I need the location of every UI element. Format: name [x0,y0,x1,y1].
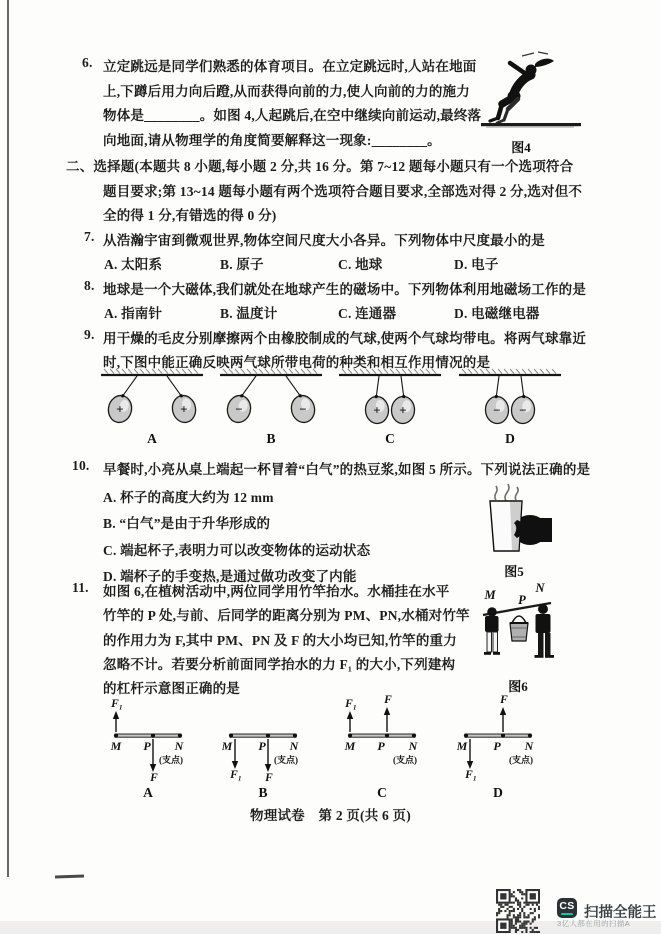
q10-option-d: D. 端杯子的手变热,是通过做功改变了内能 [103,569,357,584]
figure-6 [459,583,589,695]
camscanner-subtitle: 3亿人都在用的扫描A [557,919,631,928]
q7-option-a: A. 太阳系 [104,257,163,272]
svg-text:P: P [493,739,501,753]
q11-option-figure-d [457,694,539,801]
section-2-header [66,155,573,175]
svg-text:+: + [116,401,124,417]
q11-option-figure-a [107,694,189,801]
svg-text:(支点): (支点) [393,755,417,765]
q8-option-c: C. 连通器 [338,306,397,321]
q11-line-2: 竹竿的 P 处,与前、后同学的距离分别为 PM、PN,水桶对竹竿 [103,608,470,624]
svg-text:F: F [265,772,273,782]
svg-text:N: N [174,739,184,753]
svg-text:P: P [258,739,266,753]
q9-figure-label-a: A [147,431,157,446]
section-2-line2: 题目要求;第 13~14 题每小题有两个选项符合题目要求,全部选对得 2 分,选对但不 [103,183,583,199]
svg-text:M: M [344,739,356,753]
scan-mark [55,874,84,878]
q11-number: 11. [72,580,89,595]
svg-text:N: N [408,739,418,753]
svg-text:F: F [384,694,392,706]
section-2-line1: 本题共 8 小题,每小题 2 分,共 16 分。第 7~12 题每小题只有一个选项符合 [139,159,574,174]
svg-text:M: M [222,739,233,753]
q8-number: 8. [84,277,95,293]
figure-4-caption: 图4 [511,140,531,155]
svg-text:N: N [524,739,534,753]
q7-option-d: D. 电子 [454,257,499,272]
figure-5 [484,482,554,580]
q9-option-figure-d [451,368,569,447]
q6-line-3: 物体是________。如图 4,人起跳后,在空中继续向前运动,最终落 [103,108,482,124]
figure-4 [478,48,588,156]
svg-text:F₁: F₁ [345,698,357,710]
figure-6-label-m: M [484,588,496,602]
q9-figure-label-b: B [266,431,276,446]
q11-line-1: 如图 6,在植树活动中,两位同学用竹竿抬水。水桶挂在水平 [103,584,450,599]
q10-stem: 早餐时,小亮从桌上端起一杯冒着“白气”的热豆浆,如图 5 所示。下列说法正确的是 [103,462,591,477]
svg-text:P: P [377,739,385,753]
page-footer: 物理试卷 第 2 页(共 6 页) [250,808,411,823]
figure-5-caption: 图5 [504,564,524,579]
q8-option-a: A. 指南针 [104,306,163,321]
q7-number: 7. [84,228,95,244]
q9-number: 9. [84,326,95,342]
q11-line-4: 忽略不计。若要分析前面同学抬水的力 F₁ 的大小,下列建构 [103,656,456,672]
svg-text:+: + [373,402,381,418]
q10-option-b: B. “白气”是由于升华形成的 [103,516,271,531]
q11-figure-label-d: D [493,785,503,800]
q10-number: 10. [72,458,90,473]
q6-line-2: 上,下蹲后用力向后蹬,从而获得向前的力,使人向前的力的施力 [103,83,470,99]
q11-line-3: 的作用力为 F,其中 PM、PN 及 F 的大小均已知,竹竿的重力 [103,632,457,648]
svg-text:F₁: F₁ [465,769,477,781]
figure-6-caption: 图6 [508,679,528,694]
section-2-title: 二、选择题( [66,159,140,174]
q7-option-c: C. 地球 [338,257,383,272]
q11-option-figure-b [222,694,304,801]
q9-figure-label-c: C [385,431,395,446]
q9-option-figure-b [212,368,330,447]
section-2-line3: 全的得 1 分,有错选的得 0 分) [103,208,277,223]
q8-option-b: B. 温度计 [220,306,278,321]
camscanner-logo-text: CS [559,900,575,912]
svg-text:F: F [150,772,158,782]
svg-text:M: M [457,739,468,753]
q9-option-figure-c [331,368,449,447]
q6-number: 6. [82,55,93,70]
svg-text:N: N [289,739,299,753]
q11-figure-label-b: B [258,785,268,800]
figure-4-image [478,48,588,132]
svg-text:−: − [299,401,307,417]
q9-figure-label-d: D [505,431,515,446]
q8-stem: 地球是一个大磁体,我们就处在地球产生的磁场中。下列物体利用地磁场工作的是 [103,281,587,297]
q6-line-1: 立定跳远是同学们熟悉的体育项目。在立定跳远时,人站在地面 [103,59,477,74]
svg-text:F: F [500,694,508,706]
q11-option-figure-c [341,694,423,801]
camscanner-title: 扫描全能王 [584,905,657,921]
svg-text:F₁: F₁ [111,698,123,710]
svg-text:(支点): (支点) [274,755,298,765]
svg-text:(支点): (支点) [509,755,533,765]
q7-option-b: B. 原子 [220,257,264,272]
camscanner-logo [557,898,577,918]
q9-option-figure-a [93,368,211,447]
q11-figure-label-c: C [377,785,387,800]
qr-code [496,889,540,934]
svg-text:P: P [143,739,151,753]
logo-accent-bar [561,913,573,916]
svg-text:(支点): (支点) [159,755,183,765]
q10-option-a: A. 杯子的高度大约为 12 mm [103,489,274,505]
scan-fold-line [7,0,9,877]
q11-figure-label-a: A [143,785,153,800]
q8-option-d: D. 电磁继电器 [454,306,540,321]
figure-5-image [484,482,554,556]
svg-text:−: − [519,402,527,418]
q10-option-c: C. 端起杯子,表明力可以改变物体的运动状态 [103,542,371,558]
figure-6-image [459,583,589,671]
svg-text:+: + [399,402,407,418]
q7-stem: 从浩瀚宇宙到微观世界,物体空间尺度大小各异。下列物体中尺度最小的是 [103,232,545,248]
figure-6-label-p: P [518,593,526,607]
svg-text:F₁: F₁ [230,769,242,781]
figure-6-label-n: N [535,583,545,595]
q9-line-2: 时,下图中能正确反映两气球所带电荷的种类和相互作用情况的是 [103,355,491,370]
svg-text:−: − [493,402,501,418]
svg-text:+: + [180,401,188,417]
svg-text:−: − [235,401,243,417]
svg-text:M: M [110,739,122,753]
q9-line-1: 用干燥的毛皮分别摩擦两个由橡胶制成的气球,使两个气球均带电。将两气球靠近 [103,330,587,346]
q6-line-4: 向地面,请从物理学的角度简要解释这一现象:________。 [103,132,441,148]
q11-line-5: 的杠杆示意图正确的是 [103,681,240,697]
